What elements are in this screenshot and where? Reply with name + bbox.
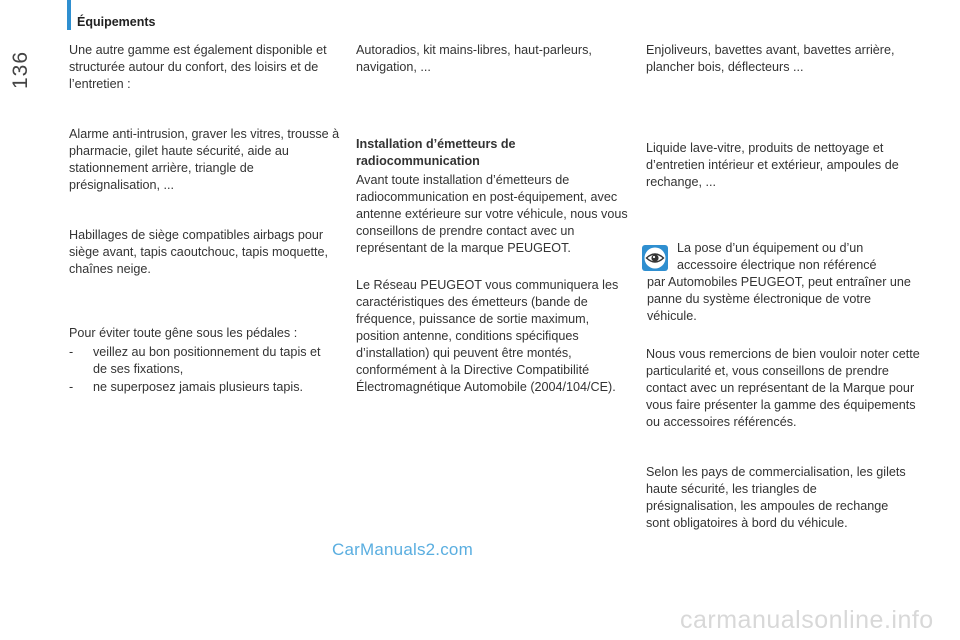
col1-paragraph-2: Alarme anti-intrusion, graver les vitres, trousse à pharmacie, gilet haute sécurité, aide au stationnement arrière, triangle de présignalisation, ... (69, 127, 340, 192)
watermark-carmanualsonline: carmanualsonline.info (680, 606, 934, 634)
col1-paragraph-3: Habillages de siège compatibles airbags pour siège avant, tapis caoutchouc, tapis moquette, chaînes neige. (69, 228, 329, 276)
bullet-text: veillez au bon positionnement du tapis et de ses fixations, (93, 345, 321, 376)
col3-paragraph-3: Nous vous remercions de bien vouloir noter cette particularité et, vous conseillons de prendre contact avec un représentant de la Marque pour vous faire présenter la gamme des équipements ou accessoires référencés. (646, 347, 920, 429)
subsection-heading: Installation d’émetteurs de radiocommunication (356, 137, 516, 168)
col1-paragraph-1: Une autre gamme est également disponible et structurée autour du confort, des loisirs et de l’entretien : (69, 43, 327, 91)
watermark-carmanuals2: CarManuals2.com (332, 540, 473, 559)
section-title: Équipements (77, 15, 156, 29)
bullet-text: ne superposez jamais plusieurs tapis. (93, 380, 304, 394)
col3-paragraph-2: Liquide lave-vitre, produits de nettoyage et d’entretien intérieur et extérieur, ampoules de rechange, ... (646, 141, 899, 189)
col2-paragraph-2: Avant toute installation d’émetteurs de radiocommunication en post-équipement, avec antenne extérieure sur votre véhicule, nous vous conseillons de prendre contact avec un représentant de la marque PEUGEOT. (356, 173, 628, 255)
col3-paragraph-4: Selon les pays de commercialisation, les gilets haute sécurité, les triangles de présignalisation, les ampoules de rechange sont obligatoires à bord du véhicule. (646, 465, 906, 530)
note-text-rest: par Automobiles PEUGEOT, peut entraîner une panne du système électronique de votre véhicule. (647, 275, 911, 323)
page-number: 136 (9, 50, 32, 89)
col3-paragraph-1: Enjoliveurs, bavettes avant, bavettes arrière, plancher bois, déflecteurs ... (646, 43, 895, 74)
section-accent-bar (67, 0, 71, 30)
col2-paragraph-3: Le Réseau PEUGEOT vous communiquera les caractéristiques des émetteurs (bande de fréquence, puissance de sortie maximum, position antenne, conditions spécifiques d’installation) qui peuvent être montés, conformément à la Directive Compatibilité Électromagnétique Automobile (2004/104/CE). (356, 278, 619, 394)
col2-paragraph-1: Autoradios, kit mains-libres, haut-parleurs, navigation, ... (356, 43, 592, 74)
col1-paragraph-4: Pour éviter toute gêne sous les pédales : (69, 326, 298, 340)
note-text-first: La pose d’un équipement ou d’un accessoire électrique non référencé (677, 241, 877, 272)
bullet-mark: - (69, 345, 74, 359)
bullet-mark: - (69, 380, 74, 394)
eye-icon (642, 245, 668, 271)
